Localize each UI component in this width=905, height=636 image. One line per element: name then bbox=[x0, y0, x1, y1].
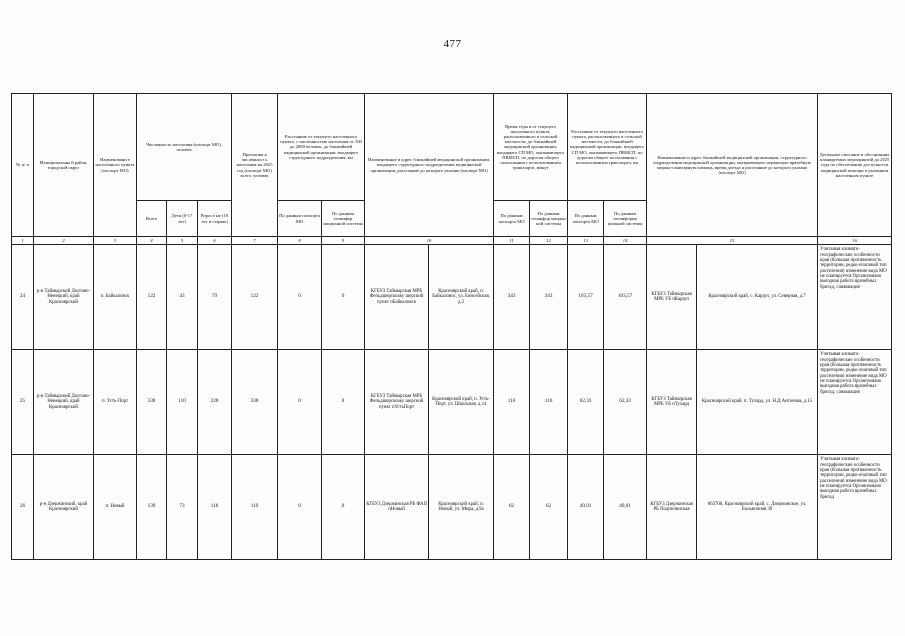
cell-pvmsp-address: 663700, Красноярский край, с. Дзержинское, ул. Больничная 39 bbox=[697, 455, 818, 560]
cell-pop-children: 43 bbox=[167, 245, 198, 350]
column-number: 11 bbox=[494, 237, 530, 245]
cell-no: 25 bbox=[12, 350, 34, 455]
cell-km-geo: 103,57 bbox=[604, 245, 647, 350]
header-pop-total: Всего bbox=[137, 201, 167, 237]
cell-pop-adults: 228 bbox=[198, 350, 232, 455]
cell-pop-adults: 116 bbox=[198, 455, 232, 560]
cell-km-passport: 103,57 bbox=[568, 245, 604, 350]
table-row bbox=[12, 245, 892, 350]
cell-dist-geo: 0 bbox=[322, 350, 365, 455]
cell-km-passport: 62,33 bbox=[568, 350, 604, 455]
accessibility-table bbox=[11, 93, 892, 560]
cell-pop-total: 139 bbox=[137, 455, 167, 560]
column-number: 7 bbox=[232, 237, 278, 245]
header-time-geo: По данным геоинфор мацион ной системы bbox=[530, 201, 568, 237]
header-description: Детальное описание и обоснование планируемых мероприятий до 2025 года по обеспечению доступности медицинской помощи в указанном населенном пункте bbox=[818, 94, 892, 237]
cell-dist-passport: 0 bbox=[278, 455, 322, 560]
cell-km-geo: 62,33 bbox=[604, 350, 647, 455]
cell-municipality: р-н Дзержинский, край Красноярский bbox=[34, 455, 94, 560]
column-number: 16 bbox=[818, 237, 892, 245]
cell-dist-passport: 0 bbox=[278, 245, 322, 350]
cell-pop-adults: 79 bbox=[198, 245, 232, 350]
cell-pvmsp-name: КГБУЗ Дзержинская РБ Подинлинская bbox=[647, 455, 697, 560]
column-number: 12 bbox=[530, 237, 568, 245]
column-number-row bbox=[12, 237, 892, 245]
cell-org-name: КГБУЗ Таймырская МРБ Фельдшерскоаку шерский пункт пУстьПорт bbox=[365, 350, 429, 455]
header-settlement: Наименовани е населенного пункта (паспорт МО) bbox=[94, 94, 137, 237]
cell-forecast: 119 bbox=[232, 455, 278, 560]
cell-org-address: Красноярский край, п. Новый, ул. Мира, д.9а bbox=[429, 455, 494, 560]
header-pop-children: Дети (0-17 лет) bbox=[167, 201, 198, 237]
table-row bbox=[12, 350, 892, 455]
cell-forecast: 122 bbox=[232, 245, 278, 350]
column-number: 6 bbox=[198, 237, 232, 245]
header-km-geo: По данным геоинформа ционной системы bbox=[604, 201, 647, 237]
cell-time-passport: 343 bbox=[494, 245, 530, 350]
cell-time-geo: 343 bbox=[530, 245, 568, 350]
header-row-main bbox=[12, 94, 892, 201]
cell-pvmsp-name: КГБУЗ Таймырская МРБ УБ пТухард bbox=[647, 350, 697, 455]
header-population: Численность населения (паспорт МО), человек bbox=[137, 94, 232, 201]
column-number: 9 bbox=[322, 237, 365, 245]
cell-org-name: КГБУЗ Дзержинская РБ ФАП пНовый bbox=[365, 455, 429, 560]
cell-description: Учитывая климато-географические особенности края (большая протяженность территории, редко-очаговый тип расселения) изменение вида МО не планируется Организовано выездная работа врачебных бригад bbox=[818, 455, 892, 560]
column-number: 13 bbox=[568, 237, 604, 245]
cell-description: Учитывая климато-географические особенности края (большая протяженность территории, редко-очаговый тип расселения) изменение вида МО не планируется Организовано выездная работа врачебных бригад, санавиация bbox=[818, 245, 892, 350]
cell-no: 24 bbox=[12, 245, 34, 350]
header-municipality: Муниципальны й район, городской округ bbox=[34, 94, 94, 237]
cell-forecast: 338 bbox=[232, 350, 278, 455]
column-number: 5 bbox=[167, 237, 198, 245]
cell-time-passport: 116 bbox=[494, 350, 530, 455]
cell-municipality: р-н Таймырский Долгано-Ненецкий, край Красноярский bbox=[34, 350, 94, 455]
header-km-passport: По данным паспорта МО bbox=[568, 201, 604, 237]
table-row bbox=[12, 455, 892, 560]
header-no: № п/ п bbox=[12, 94, 34, 237]
header-distance-structural: Расстояние от текущего населенного пункта, с численностью населения от 100 до 2000 человек, до ближайшей медицинской организации, входящего структурного подразделения, км bbox=[278, 94, 365, 201]
cell-description: Учитывая климато-географические особенности края (большая протяженность территории, редко-очаговый тип расселения) изменение вида МО не планируется Организовано выездная работа врачебных бригад, санавиация bbox=[818, 350, 892, 455]
column-number: 15 bbox=[647, 237, 818, 245]
header-nearest-org: Наименование и адрес ближайшей медицинской организации, входящего структурного подразделения медицинской организации, расстояние до которого указано (паспорт МО) bbox=[365, 94, 494, 237]
cell-no: 26 bbox=[12, 455, 34, 560]
cell-pop-children: 110 bbox=[167, 350, 198, 455]
cell-dist-geo: 0 bbox=[322, 245, 365, 350]
cell-settlement: п. Байкаловск bbox=[94, 245, 137, 350]
header-forecast: Прогнозна я численност ь населения на 2025 год (паспорт МО) всего, человек bbox=[232, 94, 278, 237]
cell-pvmsp-address: Красноярский край, с. Караул, ул. Северная, д.7 bbox=[697, 245, 818, 350]
column-number: 3 bbox=[94, 237, 137, 245]
cell-pvmsp-address: Красноярский край, п. Тухард, ул. Н.Д.Антонова, д.15 bbox=[697, 350, 818, 455]
header-dist-passport: По данным паспорта МО bbox=[278, 201, 322, 237]
header-distance-pvmsp: Расстояние от текущего населенного пункта, расположенного в сельской местности, до ближайшей медицинской организации, входящего СП МО, оказывающего ПВМСП, по дорогам общего пользования с использованием транспорта, км bbox=[568, 94, 647, 201]
cell-km-geo: 49,01 bbox=[604, 455, 647, 560]
cell-dist-passport: 0 bbox=[278, 350, 322, 455]
column-number: 10 bbox=[365, 237, 494, 245]
page-number: 477 bbox=[443, 38, 462, 50]
header-pop-adults: Взросл ые (18 лет и старше) bbox=[198, 201, 232, 237]
cell-pop-total: 122 bbox=[137, 245, 167, 350]
header-time-passport: По данным паспорта МО bbox=[494, 201, 530, 237]
cell-dist-geo: 0 bbox=[322, 455, 365, 560]
cell-pvmsp-name: КГБУЗ Таймырская МРБ УБ пКараул bbox=[647, 245, 697, 350]
header-nearest-pvmsp-org: Наименование и адрес ближайшей медицинской организации, структурного подразделения медицинской организации, оказывающего первичную врачебную медико-санитарную помощь, время доезда и расстояние до которого указано (паспорт МО) bbox=[647, 94, 818, 237]
column-number: 4 bbox=[137, 237, 167, 245]
column-number: 14 bbox=[604, 237, 647, 245]
cell-pop-children: 73 bbox=[167, 455, 198, 560]
cell-time-passport: 62 bbox=[494, 455, 530, 560]
header-dist-geo: По данным геоинфор мационной системы bbox=[322, 201, 365, 237]
cell-km-passport: 49,01 bbox=[568, 455, 604, 560]
cell-time-geo: 116 bbox=[530, 350, 568, 455]
cell-municipality: р-н Таймырский Долгано-Ненецкий, край Красноярский bbox=[34, 245, 94, 350]
cell-org-address: Красноярский край, п. Усть-Порт, ул. Школьная, д.14 bbox=[429, 350, 494, 455]
cell-time-geo: 62 bbox=[530, 455, 568, 560]
cell-org-name: КГБУЗ Таймырская МРБ Фельдшерскоаку шерский пункт пБайкаловск bbox=[365, 245, 429, 350]
column-number: 8 bbox=[278, 237, 322, 245]
cell-org-address: Красноярский край, п. Байкаловск, ул. Енисейская, д.2 bbox=[429, 245, 494, 350]
column-number: 2 bbox=[34, 237, 94, 245]
cell-settlement: п. Новый bbox=[94, 455, 137, 560]
cell-pop-total: 338 bbox=[137, 350, 167, 455]
column-number: 1 bbox=[12, 237, 34, 245]
cell-settlement: п. Усть-Порт bbox=[94, 350, 137, 455]
header-travel-time: Время езды в от текущего населенного пункта, расположенного в сельской местности, до ближайшей медицинской организации, входящего СП МО, оказывающего ПВМСП, по дорогам общего пользования с использованием транспорта, минут bbox=[494, 94, 568, 201]
